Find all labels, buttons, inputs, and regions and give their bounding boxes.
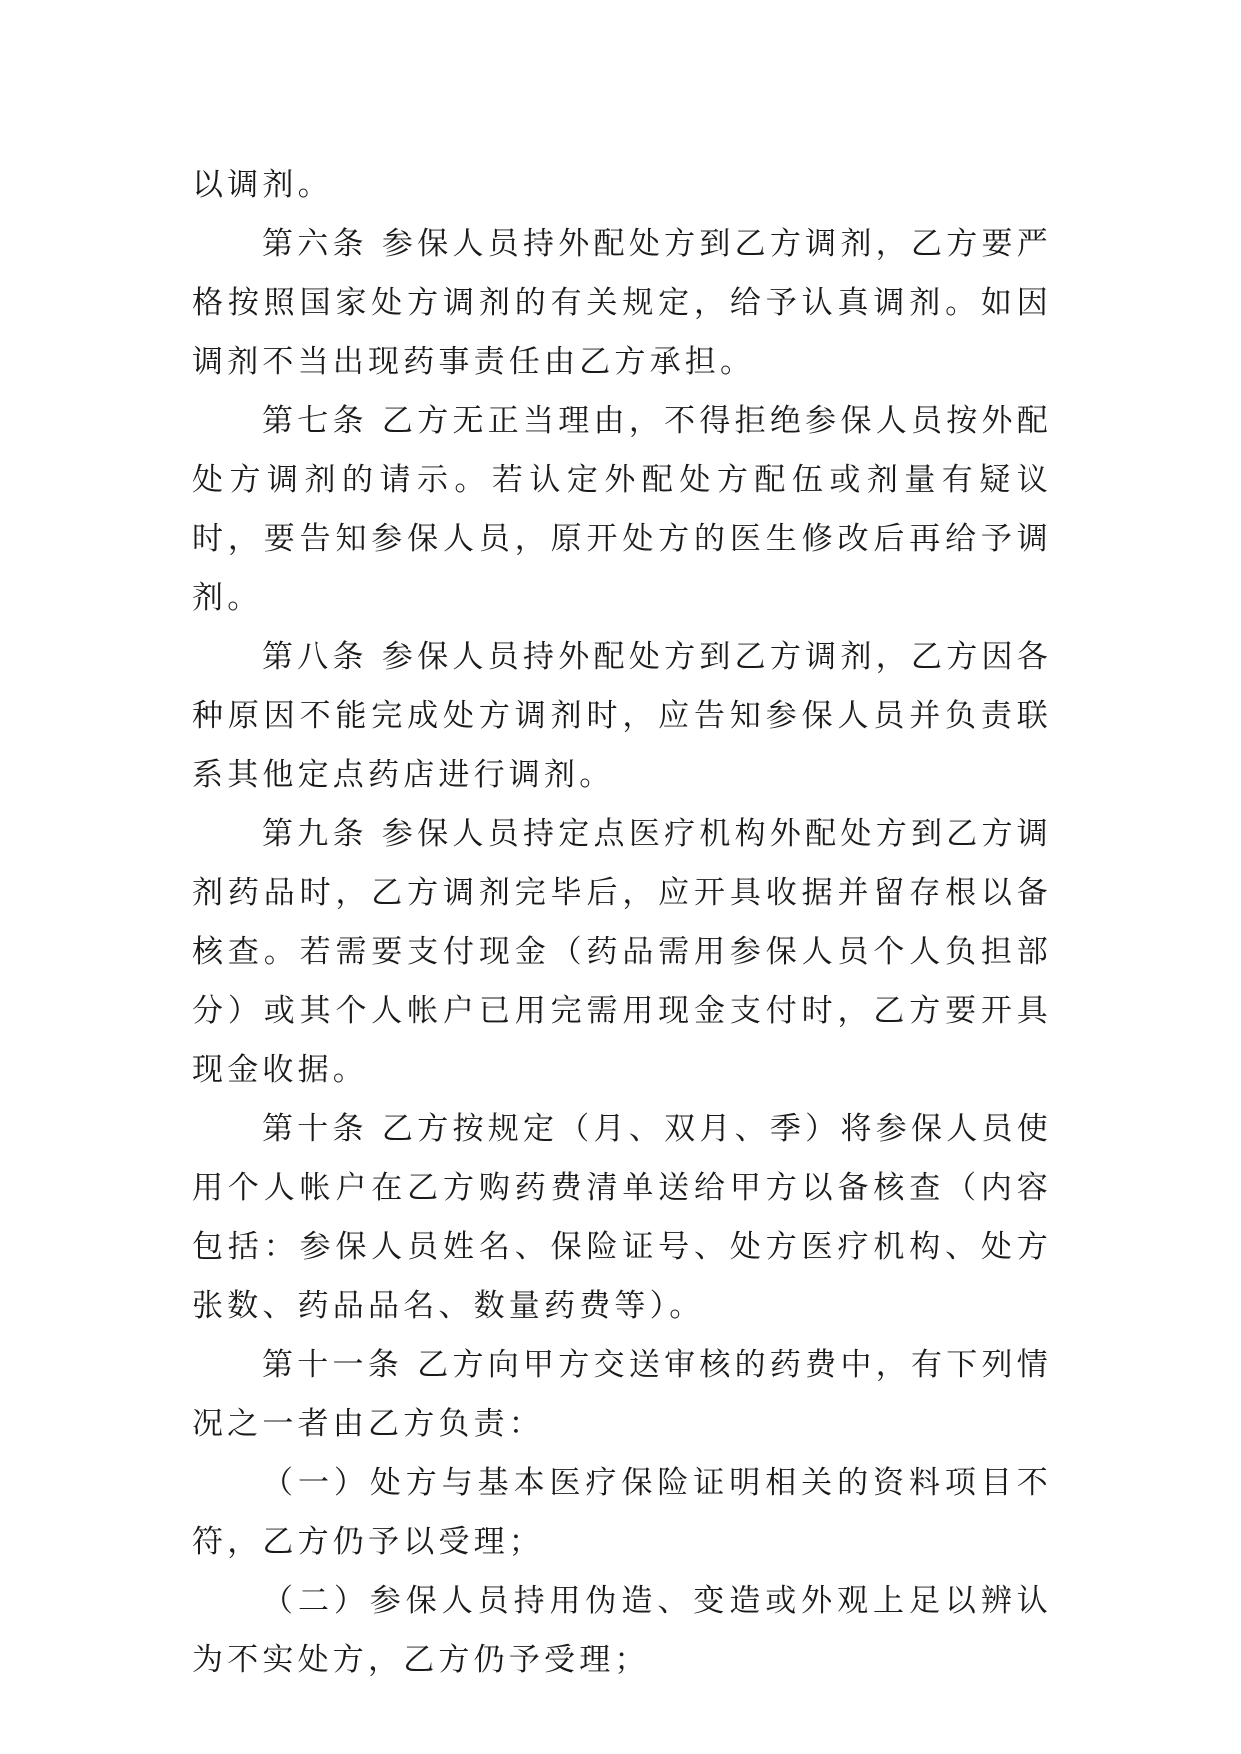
paragraph-article-10: 第十条 乙方按规定（月、双月、季）将参保人员使用个人帐户在乙方购药费清单送给甲方以备核查（内容包括：参保人员姓名、保险证号、处方医疗机构、处方张数、药品品名、数量药费等）。 [192,1111,1052,1324]
document-body [192,156,1052,1690]
paragraph-article-6: 第六条 参保人员持外配处方到乙方调剂，乙方要严格按照国家处方调剂的有关规定，给予认真调剂。如因调剂不当出现药事责任由乙方承担。 [192,226,1052,380]
paragraph-article-8: 第八条 参保人员持外配处方到乙方调剂，乙方因各种原因不能完成处方调剂时，应告知参保人员并负责联系其他定点药店进行调剂。 [192,639,1052,793]
paragraph-item-1: （一）处方与基本医疗保险证明相关的资料项目不符，乙方仍予以受理； [192,1465,1052,1560]
paragraph-article-7: 第七条 乙方无正当理由，不得拒绝参保人员按外配处方调剂的请示。若认定外配处方配伍或剂量有疑议时，要告知参保人员，原开处方的医生修改后再给予调剂。 [192,403,1052,616]
paragraph-item-2: （二）参保人员持用伪造、变造或外观上足以辨认为不实处方，乙方仍予受理； [192,1583,1052,1678]
paragraph-article-11: 第十一条 乙方向甲方交送审核的药费中，有下列情况之一者由乙方负责： [192,1347,1052,1442]
paragraph-continuation: 以调剂。 [192,167,333,203]
paragraph-article-9: 第九条 参保人员持定点医疗机构外配处方到乙方调剂药品时，乙方调剂完毕后，应开具收据并留存根以备核查。若需要支付现金（药品需用参保人员个人负担部分）或其个人帐户已用完需用现金支付时，乙方要开具现金收据。 [192,816,1052,1088]
